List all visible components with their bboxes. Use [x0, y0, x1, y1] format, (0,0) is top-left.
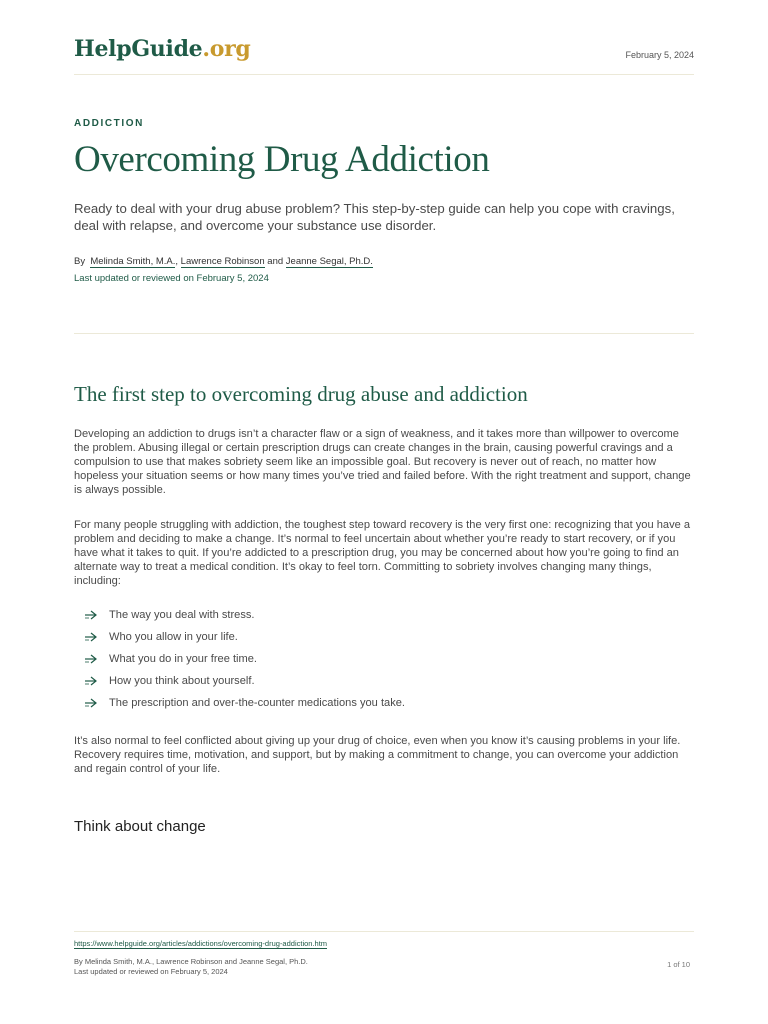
article-category[interactable]: ADDICTION [74, 118, 144, 129]
list-item-text: What you do in your free time. [109, 653, 257, 665]
subsection-heading: Think about change [74, 818, 206, 835]
byline [74, 256, 373, 267]
author-link-jeanne-segal[interactable]: Jeanne Segal, Ph.D. [285, 256, 373, 267]
footer-divider [74, 931, 694, 932]
list-item [84, 673, 405, 695]
footer-reviewed: Last updated or reviewed on February 5, 2024 [74, 967, 228, 976]
paragraph-3: It’s also normal to feel conflicted about giving up your drug of choice, even when you know it’s causing problems in your life. Recovery requires time, motivation, and support, but by making a commitment to change, you can overcome your addiction and regain control of your life. [74, 735, 681, 775]
section-heading: The first step to overcoming drug abuse and addiction [74, 382, 528, 406]
logo-suffix-text: .org [202, 36, 251, 62]
list-item [84, 651, 405, 673]
byline-and: and [267, 256, 284, 267]
page-number: 1 of 10 [667, 960, 690, 969]
arrow-right-icon [84, 653, 98, 665]
list-item-text: How you think about yourself. [109, 675, 255, 687]
page-header [74, 36, 694, 75]
logo-main-text: HelpGuide [74, 36, 203, 62]
byline-by-label: By [74, 256, 86, 267]
last-reviewed-date: Last updated or reviewed on February 5, 2024 [74, 273, 269, 284]
header-date: February 5, 2024 [625, 50, 694, 60]
page-title: Overcoming Drug Addiction [74, 139, 490, 180]
list-item [84, 695, 405, 717]
paragraph-1: Developing an addiction to drugs isn’t a character flaw or a sign of weakness, and it takes more than willpower to overcome the problem. Abusing illegal or certain prescription drugs can create changes in the brain, causing powerful cravings and a compulsion to use that makes sobriety seem like an impossible goal. But recovery is never out of reach, no matter how hopeless your situation seems or how many times you’ve tried and failed before. With the right treatment and support, change is always possible. [74, 428, 691, 496]
footer-url-link[interactable]: https://www.helpguide.org/articles/addictions/overcoming-drug-addiction.htm [74, 939, 328, 948]
arrow-right-icon [84, 675, 98, 687]
arrow-right-icon [84, 631, 98, 643]
bullet-list [84, 607, 405, 717]
author-link-melinda-smith[interactable]: Melinda Smith, M.A. [90, 256, 176, 267]
list-item-text: The prescription and over-the-counter medications you take. [109, 697, 405, 709]
arrow-right-icon [84, 697, 98, 709]
document-page [74, 0, 694, 1024]
footer-authors: By Melinda Smith, M.A., Lawrence Robinson and Jeanne Segal, Ph.D. [74, 957, 308, 966]
arrow-right-icon [84, 609, 98, 621]
list-item [84, 607, 405, 629]
byline-comma: , [175, 256, 179, 267]
list-item [84, 629, 405, 651]
author-link-lawrence-robinson[interactable]: Lawrence Robinson [180, 256, 265, 267]
paragraph-2: For many people struggling with addiction, the toughest step toward recovery is the very first one: recognizing that you have a problem and deciding to make a change. It’s normal to feel uncertain about whether you’re ready to start recovery, or if you have what it takes to quit. If you’re addicted to a prescription drug, you may be concerned about how you’re going to find an alternate way to treat a medical condition. It’s okay to feel torn. Committing to sobriety involves changing many things, including: [74, 519, 691, 587]
footer-byline [74, 957, 308, 977]
list-item-text: The way you deal with stress. [109, 609, 255, 621]
article-subtitle: Ready to deal with your drug abuse problem? This step-by-step guide can help you cope with cravings, deal with relapse, and overcome your substance use disorder. [74, 201, 675, 233]
helpguide-logo[interactable] [74, 36, 250, 62]
section-divider [74, 333, 694, 334]
list-item-text: Who you allow in your life. [109, 631, 238, 643]
